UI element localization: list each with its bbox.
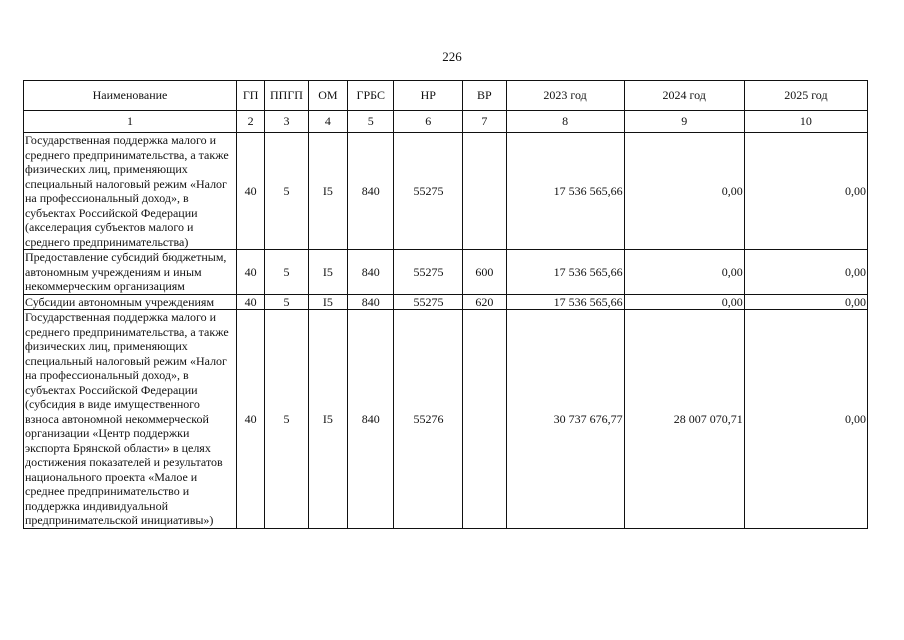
table-row	[24, 294, 868, 310]
cell-om: I5	[308, 294, 347, 310]
cell-2025: 0,00	[744, 294, 867, 310]
cell-nr: 55275	[394, 133, 463, 250]
cell-vr: 600	[463, 250, 506, 295]
column-number: 5	[348, 111, 394, 133]
cell-2025: 0,00	[744, 250, 867, 295]
cell-2024: 0,00	[624, 250, 744, 295]
cell-gp: 40	[237, 133, 265, 250]
header-2024: 2024 год	[624, 81, 744, 111]
cell-vr: 620	[463, 294, 506, 310]
cell-2023: 17 536 565,66	[506, 250, 624, 295]
header-name: Наименование	[24, 81, 237, 111]
cell-grbs: 840	[348, 310, 394, 529]
column-number: 1	[24, 111, 237, 133]
row-name: Субсидии автономным учреждениям	[24, 294, 237, 310]
cell-grbs: 840	[348, 133, 394, 250]
column-number: 4	[308, 111, 347, 133]
cell-om: I5	[308, 310, 347, 529]
cell-2023: 17 536 565,66	[506, 294, 624, 310]
header-gp: ГП	[237, 81, 265, 111]
cell-2025: 0,00	[744, 310, 867, 529]
cell-gp: 40	[237, 250, 265, 295]
cell-nr: 55275	[394, 250, 463, 295]
column-number: 6	[394, 111, 463, 133]
column-number: 9	[624, 111, 744, 133]
cell-nr: 55276	[394, 310, 463, 529]
cell-2024: 0,00	[624, 294, 744, 310]
column-number: 10	[744, 111, 867, 133]
header-om: ОМ	[308, 81, 347, 111]
cell-om: I5	[308, 250, 347, 295]
column-number: 7	[463, 111, 506, 133]
header-vr: ВР	[463, 81, 506, 111]
cell-2024: 28 007 070,71	[624, 310, 744, 529]
cell-ppgp: 5	[265, 133, 308, 250]
cell-2024: 0,00	[624, 133, 744, 250]
row-name: Государственная поддержка малого и среднего предпринимательства, а также физических лиц, применяющих специальный налоговый режим «Налог на профессиональный доход», в субъектах Российской Федерации (акселерация субъектов малого и среднего предпринимательства)	[24, 133, 237, 250]
cell-ppgp: 5	[265, 310, 308, 529]
cell-vr	[463, 133, 506, 250]
header-2023: 2023 год	[506, 81, 624, 111]
row-name: Предоставление субсидий бюджетным, автономным учреждениям и иным некоммерческим организациям	[24, 250, 237, 295]
cell-gp: 40	[237, 294, 265, 310]
header-row	[24, 81, 868, 111]
cell-ppgp: 5	[265, 250, 308, 295]
table-row	[24, 250, 868, 295]
budget-table	[23, 80, 868, 529]
column-number: 3	[265, 111, 308, 133]
cell-2025: 0,00	[744, 133, 867, 250]
header-2025: 2025 год	[744, 81, 867, 111]
cell-grbs: 840	[348, 294, 394, 310]
page-number: 226	[442, 49, 462, 64]
column-number-row	[24, 111, 868, 133]
header-nr: НР	[394, 81, 463, 111]
table-row	[24, 133, 868, 250]
cell-om: I5	[308, 133, 347, 250]
cell-gp: 40	[237, 310, 265, 529]
cell-vr	[463, 310, 506, 529]
cell-2023: 30 737 676,77	[506, 310, 624, 529]
cell-2023: 17 536 565,66	[506, 133, 624, 250]
header-ppgp: ППГП	[265, 81, 308, 111]
cell-grbs: 840	[348, 250, 394, 295]
cell-nr: 55275	[394, 294, 463, 310]
row-name: Государственная поддержка малого и среднего предпринимательства, а также физических лиц, применяющих специальный налоговый режим «Налог на профессиональный доход», в субъектах Российской Федерации (субсидия в виде имущественного взноса автономной некоммерческой организации «Центр поддержки экспорта Брянской области» в целях достижения показателей и результатов национального проекта «Малое и среднее предпринимательство и поддержка индивидуальной предпринимательской инициативы»)	[24, 310, 237, 529]
header-grbs: ГРБС	[348, 81, 394, 111]
column-number: 2	[237, 111, 265, 133]
cell-ppgp: 5	[265, 294, 308, 310]
column-number: 8	[506, 111, 624, 133]
table-row	[24, 310, 868, 529]
